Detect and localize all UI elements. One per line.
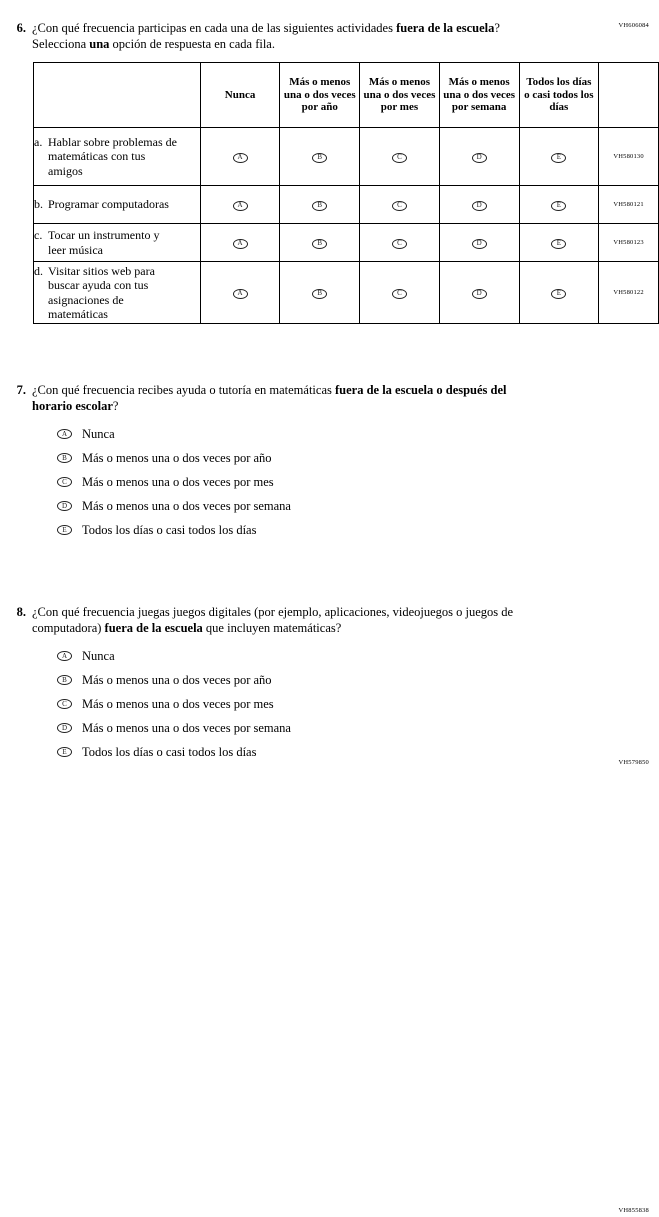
cell-c-ano[interactable] xyxy=(280,224,360,262)
bubble-c-1[interactable]: A xyxy=(233,239,248,249)
row-letter-a: a. xyxy=(34,134,43,149)
header-nunca: Nunca xyxy=(200,63,280,128)
bubble-b-5[interactable]: E xyxy=(551,201,566,211)
item-code-q8: VH855838 xyxy=(618,1207,649,1214)
row-code-d: VH580122 xyxy=(599,262,659,324)
option-label-q7-2: Más o menos una o dos veces por año xyxy=(82,451,272,465)
cell-c-mes[interactable] xyxy=(360,224,440,262)
cell-d-mes[interactable] xyxy=(360,262,440,324)
option-q8-2[interactable] xyxy=(57,668,659,692)
question-text-8 xyxy=(32,604,552,636)
bubble-c-3[interactable]: C xyxy=(392,239,407,249)
option-list-q7 xyxy=(57,422,659,542)
cell-d-ano[interactable] xyxy=(280,262,360,324)
bubble-q7-3[interactable]: C xyxy=(57,477,72,487)
cell-a-ano[interactable] xyxy=(280,128,360,186)
q6-part-3: una xyxy=(89,37,110,51)
question-text-7 xyxy=(32,382,542,414)
cell-b-ano[interactable] xyxy=(280,186,360,224)
q6-part-2: ? Selecciona xyxy=(32,21,500,51)
q8-part-2: que incluyen matemáticas? xyxy=(202,621,342,635)
bubble-q7-1[interactable]: A xyxy=(57,429,72,439)
q8-part-0: ¿Con qué frecuencia juegas juegos digitales (por ejemplo, aplicaciones, videojuegos o juegos de computadora) xyxy=(32,605,514,635)
bubble-q8-1[interactable]: A xyxy=(57,651,72,661)
cell-d-nunca[interactable] xyxy=(200,262,280,324)
bubble-a-2[interactable]: B xyxy=(312,153,327,163)
cell-a-semana[interactable] xyxy=(439,128,519,186)
question-6 xyxy=(0,0,659,324)
bubble-q8-3[interactable]: C xyxy=(57,699,72,709)
matrix-table-q6 xyxy=(33,62,659,324)
cell-a-nunca[interactable] xyxy=(200,128,280,186)
option-label-q8-2: Más o menos una o dos veces por año xyxy=(82,673,272,687)
option-q7-1[interactable] xyxy=(57,422,659,446)
option-q7-5[interactable] xyxy=(57,518,659,542)
question-number-6: 6. xyxy=(16,21,26,35)
matrix-header-row xyxy=(34,63,659,128)
bubble-q8-4[interactable]: D xyxy=(57,723,72,733)
cell-b-semana[interactable] xyxy=(439,186,519,224)
cell-a-mes[interactable] xyxy=(360,128,440,186)
question-number-7: 7. xyxy=(16,383,26,397)
bubble-a-4[interactable]: D xyxy=(472,153,487,163)
bubble-q8-2[interactable]: B xyxy=(57,675,72,685)
row-letter-b: b. xyxy=(34,197,43,212)
cell-b-dias[interactable] xyxy=(519,186,599,224)
q8-part-1: fuera de la escuela xyxy=(104,621,203,635)
cell-c-dias[interactable] xyxy=(519,224,599,262)
header-blank-left xyxy=(34,63,201,128)
row-code-b: VH580121 xyxy=(599,186,659,224)
bubble-q7-2[interactable]: B xyxy=(57,453,72,463)
bubble-a-1[interactable]: A xyxy=(233,153,248,163)
cell-d-semana[interactable] xyxy=(439,262,519,324)
bubble-b-1[interactable]: A xyxy=(233,201,248,211)
table-row xyxy=(34,186,659,224)
option-label-q7-5: Todos los días o casi todos los días xyxy=(82,523,257,537)
option-q8-1[interactable] xyxy=(57,644,659,668)
bubble-q7-4[interactable]: D xyxy=(57,501,72,511)
cell-c-semana[interactable] xyxy=(439,224,519,262)
option-q7-2[interactable] xyxy=(57,446,659,470)
row-text-d: Visitar sitios web para buscar ayuda con tus asignaciones de matemáticas xyxy=(48,263,155,321)
bubble-q8-5[interactable]: E xyxy=(57,747,72,757)
option-label-q7-1: Nunca xyxy=(82,427,115,441)
option-label-q8-4: Más o menos una o dos veces por semana xyxy=(82,721,291,735)
option-q8-5[interactable] xyxy=(57,740,659,764)
row-letter-c: c. xyxy=(34,228,43,242)
row-code-a: VH580130 xyxy=(599,128,659,186)
q6-part-4: opción de respuesta en cada fila. xyxy=(109,37,275,51)
bubble-d-1[interactable]: A xyxy=(233,289,248,299)
row-label-b xyxy=(34,186,201,224)
cell-b-mes[interactable] xyxy=(360,186,440,224)
q6-part-0: ¿Con qué frecuencia participas en cada una de las siguientes actividades xyxy=(32,21,397,35)
option-list-q8 xyxy=(57,644,659,764)
bubble-q7-5[interactable]: E xyxy=(57,525,72,535)
cell-a-dias[interactable] xyxy=(519,128,599,186)
option-q7-4[interactable] xyxy=(57,494,659,518)
bubble-d-2[interactable]: B xyxy=(312,289,327,299)
bubble-a-3[interactable]: C xyxy=(392,153,407,163)
table-row xyxy=(34,224,659,262)
bubble-d-4[interactable]: D xyxy=(472,289,487,299)
question-8 xyxy=(0,604,659,1214)
row-text-b: Programar computadoras xyxy=(48,197,169,212)
bubble-c-2[interactable]: B xyxy=(312,239,327,249)
row-label-c xyxy=(34,224,201,262)
row-text-c: Tocar un instrumento y leer música xyxy=(48,228,160,257)
header-blank-right xyxy=(599,63,659,128)
item-code-q7: VH579850 xyxy=(618,759,649,766)
q7-part-1: fuera de la escuela o después del horario escolar xyxy=(32,383,507,413)
header-todos-los-dias: Todos los días o casi todos los días xyxy=(519,63,599,128)
option-q8-4[interactable] xyxy=(57,716,659,740)
table-row xyxy=(34,128,659,186)
option-label-q8-3: Más o menos una o dos veces por mes xyxy=(82,697,274,711)
row-label-a xyxy=(34,128,201,186)
header-por-ano: Más o menos una o dos veces por año xyxy=(280,63,360,128)
bubble-a-5[interactable]: E xyxy=(551,153,566,163)
table-row xyxy=(34,262,659,324)
question-text-6 xyxy=(32,20,542,52)
header-por-mes: Más o menos una o dos veces por mes xyxy=(360,63,440,128)
bubble-d-5[interactable]: E xyxy=(551,289,566,299)
bubble-c-5[interactable]: E xyxy=(551,239,566,249)
bubble-d-3[interactable]: C xyxy=(392,289,407,299)
bubble-b-3[interactable]: C xyxy=(392,201,407,211)
option-q7-3[interactable] xyxy=(57,470,659,494)
q6-part-1: fuera de la escuela xyxy=(396,21,495,35)
row-letter-d: d. xyxy=(34,263,43,278)
option-q8-3[interactable] xyxy=(57,692,659,716)
bubble-b-2[interactable]: B xyxy=(312,201,327,211)
cell-b-nunca[interactable] xyxy=(200,186,280,224)
row-code-c: VH580123 xyxy=(599,224,659,262)
q7-part-2: ? xyxy=(112,399,119,413)
cell-c-nunca[interactable] xyxy=(200,224,280,262)
bubble-c-4[interactable]: D xyxy=(472,239,487,249)
header-por-semana: Más o menos una o dos veces por semana xyxy=(439,63,519,128)
question-number-8: 8. xyxy=(16,605,26,619)
q7-part-0: ¿Con qué frecuencia recibes ayuda o tutoría en matemáticas xyxy=(32,383,335,397)
item-code-q6: VH606084 xyxy=(618,22,649,29)
row-label-d xyxy=(34,262,201,324)
bubble-b-4[interactable]: D xyxy=(472,201,487,211)
option-label-q8-5: Todos los días o casi todos los días xyxy=(82,745,257,759)
cell-d-dias[interactable] xyxy=(519,262,599,324)
option-label-q7-3: Más o menos una o dos veces por mes xyxy=(82,475,274,489)
row-text-a: Hablar sobre problemas de matemáticas con tus amigos xyxy=(48,134,177,178)
option-label-q8-1: Nunca xyxy=(82,649,115,663)
option-label-q7-4: Más o menos una o dos veces por semana xyxy=(82,499,291,513)
